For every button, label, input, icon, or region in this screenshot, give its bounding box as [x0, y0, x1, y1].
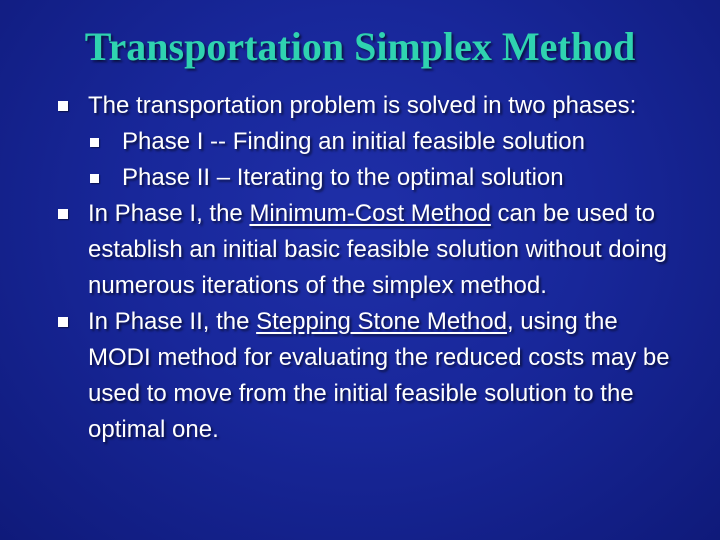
square-bullet-icon — [90, 174, 99, 183]
sub-bullet-item — [88, 160, 676, 196]
bullet-item — [56, 196, 676, 304]
bullet-prefix: In Phase II, the — [88, 308, 257, 335]
bullet-prefix: In Phase I, the — [88, 200, 250, 227]
slide-title: Transportation Simplex Method — [84, 24, 636, 69]
square-bullet-icon — [58, 101, 68, 111]
sub-bullet-text: Phase II – Iterating to the optimal solution — [122, 164, 564, 191]
sub-bullet-item — [88, 124, 676, 160]
bullet-item — [56, 304, 676, 448]
bullet-text: The transportation problem is solved in two phases: — [88, 92, 637, 119]
minimum-cost-method-link[interactable]: Minimum-Cost Method — [249, 200, 491, 227]
sub-bullet-text: Phase I -- Finding an initial feasible solution — [122, 128, 585, 155]
square-bullet-icon — [58, 317, 68, 327]
square-bullet-icon — [90, 138, 99, 147]
bullet-suffix: can be used to establish an initial basic feasible solution without doing numerous iterations of the simplex method. — [88, 200, 668, 299]
bullet-suffix: , using the MODI method for evaluating the reduced costs may be used to move from the initial feasible solution to the optimal one. — [88, 308, 670, 443]
square-bullet-icon — [58, 209, 68, 219]
stepping-stone-method-link[interactable]: Stepping Stone Method — [256, 308, 507, 335]
bullet-item — [56, 88, 676, 124]
slide-body — [56, 88, 676, 448]
